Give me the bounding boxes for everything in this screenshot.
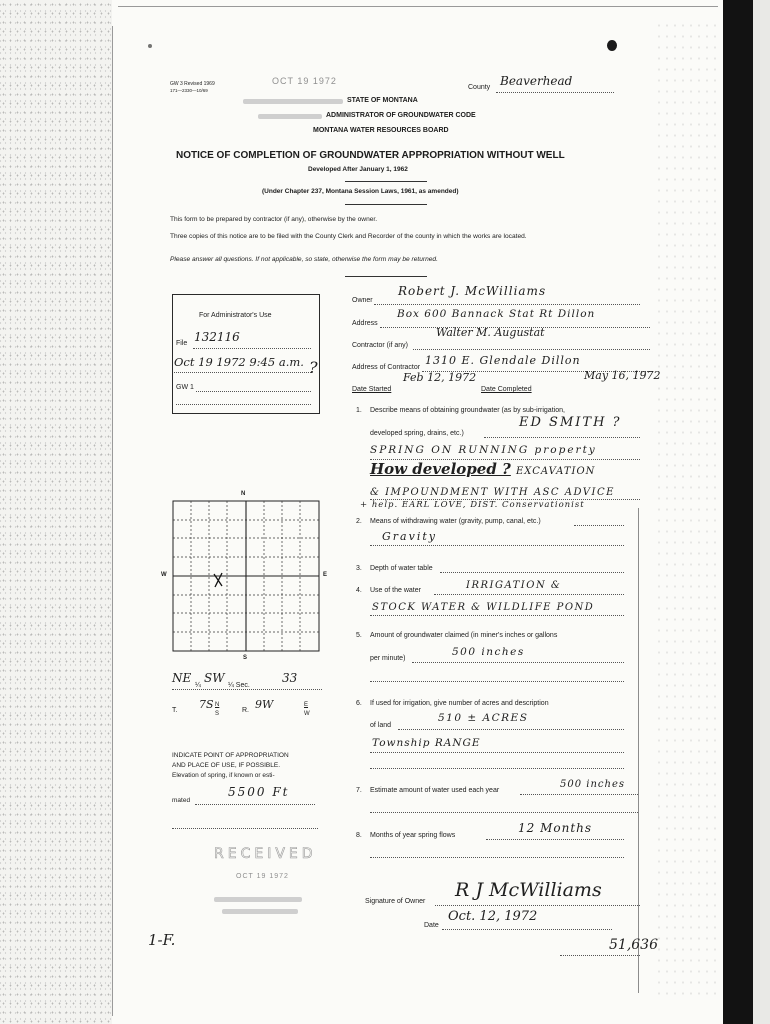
admin-heading: For Administrator's Use	[199, 312, 272, 319]
q7-line	[370, 812, 638, 813]
q8-line	[370, 857, 624, 858]
range-value: 9W	[255, 698, 274, 711]
q4-number: 4.	[356, 587, 362, 594]
q6-line	[398, 729, 624, 730]
q4-line	[434, 594, 624, 595]
faded-stamp-text	[222, 909, 298, 914]
compass-north: N	[241, 491, 246, 497]
scan-margin	[753, 0, 770, 1024]
signature-line	[435, 905, 640, 906]
q7-number: 7.	[356, 787, 362, 794]
date-started-label: Date Started	[352, 386, 392, 393]
divider	[345, 204, 427, 205]
q6-text-2: of land	[370, 722, 392, 729]
faded-header-text	[258, 114, 322, 119]
form-subtitle: Developed After January 1, 1962	[308, 166, 408, 173]
form-code: GW 3 Revised 1969	[170, 81, 215, 87]
instruction-2: Three copies of this notice are to be filed with the County Clerk and Recorder of the county in which the works are located.	[170, 233, 527, 240]
q1-answer-3: How developed ?	[370, 460, 511, 478]
q8-text: Months of year spring flows	[370, 832, 456, 839]
divider	[345, 276, 427, 277]
legal-line	[172, 689, 322, 690]
q1-answer-2: SPRING ON RUNNING property	[370, 444, 597, 456]
q1-text-2: developed spring, drains, etc.)	[370, 430, 464, 437]
filed-stamp: OCT 19 1972	[272, 76, 337, 86]
q5-line	[412, 662, 624, 663]
address-label: Address	[352, 320, 378, 327]
form-number: 171—2330—10/69	[170, 88, 208, 93]
owner-label: Owner	[352, 297, 373, 304]
blank-line	[172, 828, 318, 829]
received-line	[174, 372, 311, 373]
q6-number: 6.	[356, 700, 362, 707]
indicate-text-1: INDICATE POINT OF APPROPRIATION	[172, 752, 289, 759]
file-number: 132116	[194, 330, 240, 344]
q3-text: Depth of water table	[370, 565, 433, 572]
column-rule	[638, 508, 639, 993]
elevation-text: Elevation of spring, if known or esti-	[172, 772, 275, 779]
indicate-text-2: AND PLACE OF USE, IF POSSIBLE.	[172, 762, 281, 769]
scan-noise-right	[655, 20, 721, 1000]
section-label: ¼ Sec.	[228, 682, 250, 689]
scan-noise-left	[0, 0, 112, 1024]
township-label: T.	[172, 707, 178, 714]
document-number-line	[560, 955, 640, 956]
faded-stamp-text	[214, 897, 302, 902]
q2-line	[574, 525, 624, 526]
quarter-1: NE	[172, 671, 192, 685]
date-line	[442, 929, 612, 930]
q1-answer-6: + help. EARL LOVE, DIST. Conservationist	[360, 500, 585, 510]
date-started-value: Feb 12, 1972	[403, 371, 477, 384]
received-note: Oct 19 1972 9:45 a.m.	[174, 355, 304, 369]
signature-label: Signature of Owner	[365, 898, 426, 905]
contractor-label: Contractor (if any)	[352, 342, 409, 349]
contractor-line	[413, 349, 650, 350]
q2-answer: Gravity	[382, 530, 437, 543]
file-label: File	[176, 340, 188, 347]
q3-number: 3.	[356, 565, 362, 572]
q7-text: Estimate amount of water used each year	[370, 787, 500, 794]
section-grid	[172, 500, 320, 652]
q2-line	[370, 545, 624, 546]
q5-text: Amount of groundwater claimed (in miner's inches or gallons	[370, 632, 558, 639]
q7-line	[520, 794, 638, 795]
file-line	[193, 348, 311, 349]
blank-line	[176, 404, 311, 405]
quarter-2: SW	[204, 671, 225, 685]
received-stamp: RECEIVED	[214, 846, 317, 862]
range-w: W	[304, 711, 310, 717]
q6-line	[370, 768, 624, 769]
q4-answer-2: STOCK WATER & WILDLIFE POND	[372, 602, 595, 613]
bottom-left-mark: 1-F.	[148, 931, 176, 949]
q1-text: Describe means of obtaining groundwater (as by sub-irrigation,	[370, 407, 565, 414]
q6-answer-2: Township RANGE	[372, 737, 481, 749]
county-line	[496, 92, 614, 93]
q4-answer-1: IRRIGATION &	[466, 580, 562, 591]
q1-answer-1: ED SMITH ?	[519, 415, 622, 430]
top-edge	[118, 6, 718, 7]
instruction-1: This form to be prepared by contractor (if any), otherwise by the owner.	[170, 216, 378, 223]
q1-answer-4: EXCAVATION	[516, 466, 596, 477]
header-board: MONTANA WATER RESOURCES BOARD	[313, 127, 449, 134]
divider	[345, 181, 427, 182]
township-s: S	[215, 711, 220, 717]
date-label: Date	[424, 922, 439, 929]
q6-line	[370, 752, 624, 753]
address-value: Box 600 Bannack Stat Rt Dillon	[397, 308, 596, 320]
gw-line	[196, 391, 311, 392]
township-n: N	[215, 702, 220, 708]
q4-line	[370, 615, 624, 616]
authority-line: (Under Chapter 237, Montana Session Laws, 1961, as amended)	[262, 188, 459, 195]
compass-south: S	[243, 655, 248, 661]
owner-line	[374, 304, 640, 305]
q2-text: Means of withdrawing water (gravity, pump, canal, etc.)	[370, 518, 541, 525]
instruction-3: Please answer all questions. If not applicable, so state, otherwise the form may be returned.	[170, 256, 438, 263]
county-label: County	[468, 84, 491, 91]
q1-number: 1.	[356, 407, 362, 414]
township-value: 7S	[199, 698, 214, 711]
q7-answer: 500 inches	[560, 779, 625, 790]
q1-line	[484, 437, 640, 438]
owner-value: Robert J. McWilliams	[398, 284, 547, 298]
margin-question-mark: ?	[309, 358, 318, 377]
q1-answer-5: & IMPOUNDMENT WITH ASC ADVICE	[370, 487, 615, 498]
section-number: 33	[282, 671, 298, 685]
date-completed-value: May 16, 1972	[584, 369, 661, 382]
compass-east: E	[323, 572, 328, 578]
ink-speck	[148, 44, 152, 48]
contractor-address-label: Address of Contractor	[352, 364, 421, 371]
county-value: Beaverhead	[500, 74, 573, 88]
appropriation-point-marker	[213, 572, 223, 588]
q5-answer: 500 inches	[452, 646, 525, 658]
header-state: STATE OF MONTANA	[347, 97, 418, 104]
q8-answer: 12 Months	[518, 821, 593, 835]
q6-answer-1: 510 ± ACRES	[438, 712, 529, 724]
range-label: R.	[242, 707, 249, 714]
gw-label: GW 1	[176, 384, 194, 391]
q8-number: 8.	[356, 832, 362, 839]
elevation-value: 5500 Ft	[228, 785, 290, 799]
q4-text: Use of the water	[370, 587, 421, 594]
header-administrator: ADMINISTRATOR OF GROUNDWATER CODE	[326, 112, 476, 119]
form-title: NOTICE OF COMPLETION OF GROUNDWATER APPROPRIATION WITHOUT WELL	[176, 150, 565, 161]
q8-line	[486, 839, 624, 840]
q2-number: 2.	[356, 518, 362, 525]
q5-number: 5.	[356, 632, 362, 639]
contractor-address-value: 1310 E. Glendale Dillon	[425, 354, 581, 367]
q5-line	[370, 681, 624, 682]
faded-header-text	[243, 99, 343, 104]
quarter-mark: ¼	[195, 682, 201, 689]
scan-shadow-bar	[723, 0, 753, 1024]
owner-signature: R J McWilliams	[455, 879, 602, 901]
compass-west: W	[161, 572, 167, 578]
elevation-line	[195, 804, 315, 805]
q6-text: If used for irrigation, give number of acres and description	[370, 700, 549, 707]
date-completed-label: Date Completed	[481, 386, 532, 393]
q3-line	[440, 572, 624, 573]
q5-text-2: per minute)	[370, 655, 406, 662]
sheet-edge	[112, 26, 113, 1016]
received-stamp-date: OCT 19 1972	[236, 873, 289, 880]
contractor-value: Walter M. Augustat	[436, 326, 545, 339]
ink-blot	[607, 40, 617, 51]
range-e: E	[304, 702, 309, 708]
elevation-text-2: mated	[172, 797, 191, 804]
date-value: Oct. 12, 1972	[448, 909, 538, 924]
document-number: 51,636	[609, 937, 658, 953]
